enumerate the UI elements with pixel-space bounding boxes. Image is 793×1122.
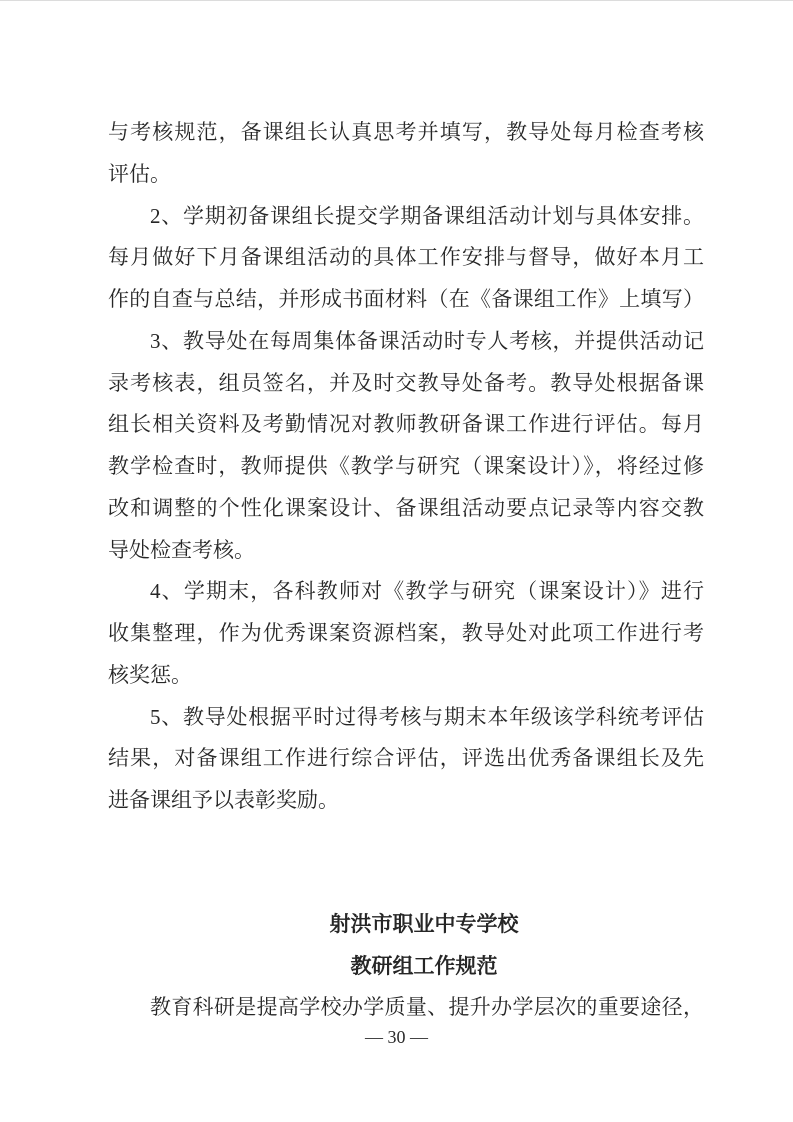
page-number: — 30 — xyxy=(365,1027,428,1047)
section-title: 教研组工作规范 xyxy=(350,953,498,978)
text-line: 核奖惩。 xyxy=(108,662,192,687)
text-line: 评估。 xyxy=(108,161,171,186)
text-line: 进备课组予以表彰奖励。 xyxy=(108,788,339,812)
text-line: 改和调整的个性化课案设计、备课组活动要点记录等内容交教 xyxy=(108,495,704,520)
text-line: 教学检查时，教师提供《教学与研究（课案设计）》，将经过修 xyxy=(108,454,704,478)
title-block xyxy=(126,904,722,988)
text-line: 导处检查考核。 xyxy=(108,537,255,562)
text-line: 录考核表，组员签名，并及时交教导处备考。教导处根据备课 xyxy=(108,370,704,395)
text-line: 结果，对备课组工作进行综合评估，评选出优秀备课组长及先 xyxy=(108,746,704,771)
school-name-title: 射洪市职业中专学校 xyxy=(329,912,519,936)
text-line: 5、教导处根据平时过得考核与期末本年级该学科统考评估 xyxy=(150,704,704,729)
text-line: 2、学期初备课组长提交学期备课组活动计划与具体安排。 xyxy=(150,203,704,228)
text-line: 作的自查与总结，并形成书面材料（在《备课组工作》上填写） xyxy=(108,287,704,311)
text-line: 组长相关资料及考勤情况对教师教研备课工作进行评估。每月 xyxy=(108,412,704,437)
text-line: 与考核规范，备课组长认真思考并填写，教导处每月检查考核 xyxy=(108,120,704,144)
text-line: 收集整理，作为优秀课案资源档案，教导处对此项工作进行考 xyxy=(108,621,704,645)
text-line: 4、学期末，各科教师对《教学与研究（课案设计）》进行 xyxy=(150,579,704,604)
text-line: 教育科研是提高学校办学质量、提升办学层次的重要途径， xyxy=(150,995,704,1019)
closing-paragraph xyxy=(108,987,704,1029)
text-line: 3、教导处在每周集体备课活动时专人考核，并提供活动记 xyxy=(150,328,704,353)
text-line: 每月做好下月备课组活动的具体工作安排与督导，做好本月工 xyxy=(108,245,704,270)
scan-edge-artifact xyxy=(0,0,793,1)
body-text xyxy=(108,112,704,822)
